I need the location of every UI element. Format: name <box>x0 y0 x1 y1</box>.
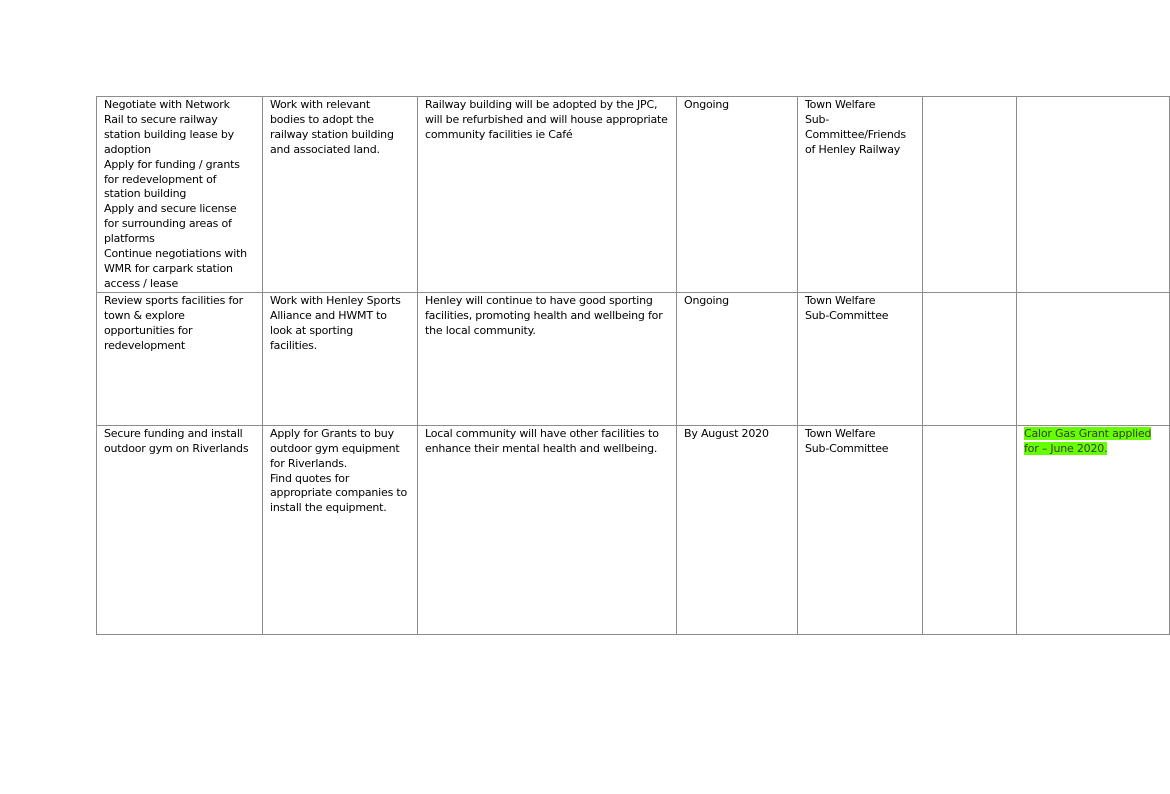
cell-text: adoption <box>104 142 151 156</box>
action-cell <box>97 292 263 425</box>
cell-text: Rail to secure railway <box>104 112 218 126</box>
cell-text: install the equipment. <box>270 501 387 515</box>
cell-text: Work with Henley Sports <box>270 293 401 307</box>
cell-text: Secure funding and install <box>104 426 243 440</box>
cell-text: Ongoing <box>684 293 729 307</box>
cell-text: for redevelopment of <box>104 172 217 186</box>
cell-text: outdoor gym on Riverlands <box>104 441 249 455</box>
cell-text: Apply and secure license <box>104 202 237 216</box>
cell-text: will be refurbished and will house appropriate <box>425 112 668 126</box>
cell-text: Sub- <box>805 112 830 126</box>
cell-text: for surrounding areas of <box>104 217 232 231</box>
cell-text: access / lease <box>104 276 179 290</box>
timescale-cell <box>677 292 798 425</box>
outcome-cell <box>418 292 677 425</box>
cell-text: WMR for carpark station <box>104 261 233 275</box>
outcome-cell <box>418 97 677 293</box>
cell-text: redevelopment <box>104 338 186 352</box>
cell-text: facilities, promoting health and wellbeing for <box>425 308 663 322</box>
table-row <box>97 425 1170 634</box>
cell-text: By August 2020 <box>684 426 769 440</box>
responsible-cell <box>798 292 923 425</box>
cell-text: opportunities for <box>104 323 193 337</box>
action-plan-table <box>96 96 1170 635</box>
responsible-cell <box>798 97 923 293</box>
progress-cell <box>1017 425 1170 634</box>
how-cell <box>263 97 418 293</box>
responsible-cell <box>798 425 923 634</box>
cell-text: Apply for funding / grants <box>104 157 240 171</box>
cell-text: Find quotes for <box>270 471 350 485</box>
cost-cell <box>923 425 1017 634</box>
highlighted-progress-note <box>1024 427 1163 442</box>
how-cell <box>263 425 418 634</box>
cell-text: Negotiate with Network <box>104 98 230 111</box>
cell-text: Town Welfare <box>805 426 876 440</box>
cell-text: community facilities ie Café <box>425 127 573 141</box>
cell-text: bodies to adopt the <box>270 112 374 126</box>
how-cell <box>263 292 418 425</box>
cost-cell <box>923 97 1017 293</box>
cell-text: for Riverlands. <box>270 456 348 470</box>
highlighted-progress-note <box>1024 442 1163 457</box>
cell-text: Continue negotiations with <box>104 247 247 261</box>
cell-text: Henley will continue to have good sporting <box>425 293 653 307</box>
cell-text: railway station building <box>270 127 394 141</box>
cell-text: Work with relevant <box>270 98 370 111</box>
cell-text: the local community. <box>425 323 536 337</box>
cell-text: Railway building will be adopted by the JPC, <box>425 98 658 111</box>
table-row <box>97 97 1170 293</box>
cell-text: Town Welfare <box>805 293 876 307</box>
cell-text: and associated land. <box>270 142 380 156</box>
cost-cell <box>923 292 1017 425</box>
cell-text: facilities. <box>270 338 317 352</box>
cell-text: town & explore <box>104 308 185 322</box>
cell-text: Review sports facilities for <box>104 293 243 307</box>
timescale-cell <box>677 97 798 293</box>
cell-text: Ongoing <box>684 98 729 111</box>
cell-text: Apply for Grants to buy <box>270 426 394 440</box>
cell-text: for – June 2020. <box>1024 441 1108 455</box>
cell-text: outdoor gym equipment <box>270 441 400 455</box>
cell-text: platforms <box>104 232 155 246</box>
cell-text: Alliance and HWMT to <box>270 308 387 322</box>
cell-text: Calor Gas Grant applied <box>1024 426 1152 440</box>
cell-text: station building lease by <box>104 127 234 141</box>
progress-cell <box>1017 292 1170 425</box>
cell-text: enhance their mental health and wellbeing. <box>425 441 658 455</box>
table-row <box>97 292 1170 425</box>
cell-text: look at sporting <box>270 323 354 337</box>
timescale-cell <box>677 425 798 634</box>
cell-text: Sub-Committee <box>805 441 889 455</box>
cell-text: station building <box>104 187 187 201</box>
cell-text: appropriate companies to <box>270 486 408 500</box>
action-cell <box>97 425 263 634</box>
action-cell <box>97 97 263 293</box>
cell-text: Committee/Friends <box>805 127 906 141</box>
cell-text: of Henley Railway <box>805 142 901 156</box>
cell-text: Sub-Committee <box>805 308 889 322</box>
progress-cell <box>1017 97 1170 293</box>
cell-text: Local community will have other facilities to <box>425 426 659 440</box>
outcome-cell <box>418 425 677 634</box>
cell-text: Town Welfare <box>805 98 876 111</box>
